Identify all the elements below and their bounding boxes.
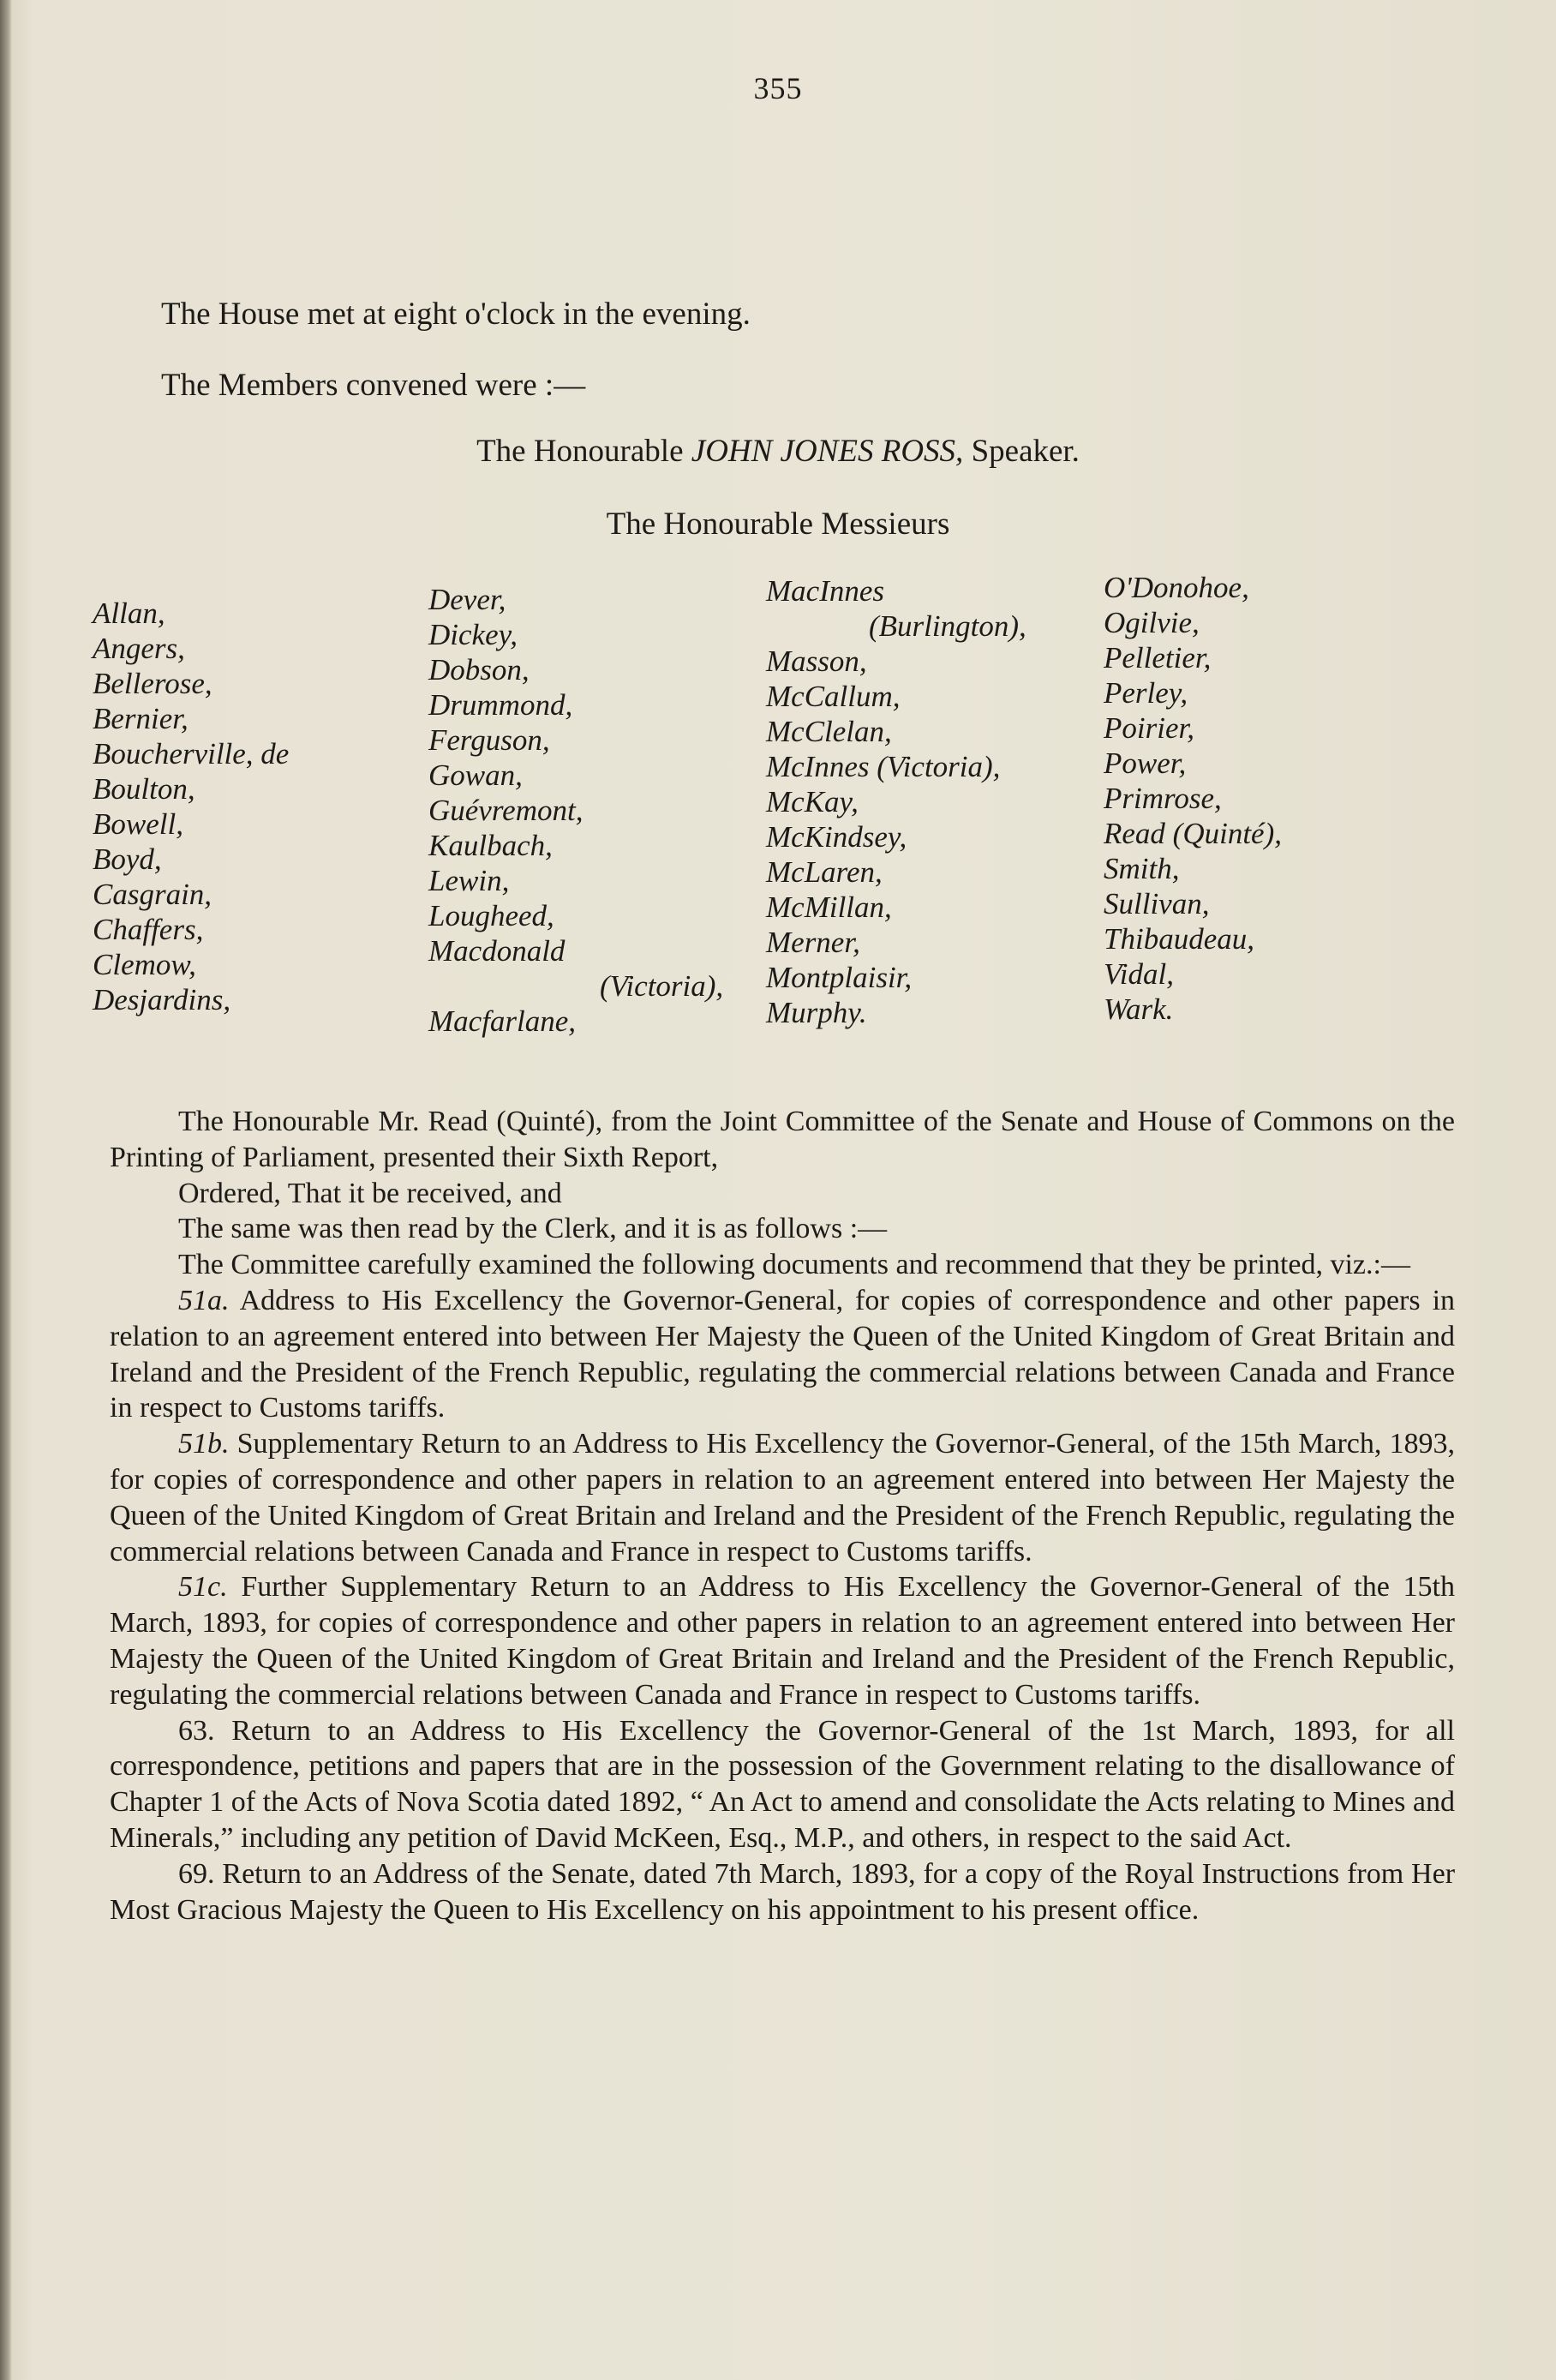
member-name: Thibaudeau, [1104,922,1254,956]
member-name: Boulton, [93,772,195,806]
member-name: Boucherville, de [93,737,290,770]
members-convened-line: The Members convened were :— [161,368,586,403]
member-name: McMillan, [766,890,892,924]
member-name: Masson, [766,644,867,678]
member-name: Power, [1104,746,1187,780]
member-name: Vidal, [1104,957,1174,991]
member-name: McLaren, [766,855,883,889]
messieurs-heading: The Honourable Messieurs [606,507,950,542]
item-number: 63. [178,1714,215,1747]
member-name: Lewin, [428,864,510,897]
member-name: Montplaisir, [766,961,913,994]
member-name: O'Donohoe, [1104,571,1249,604]
member-name: (Burlington), [869,609,1026,643]
member-name: Desjardins, [93,983,231,1016]
member-name: Allan, [93,596,165,630]
member-name: (Victoria), [600,969,724,1003]
member-name: Primrose, [1104,782,1222,815]
item-text: Return to an Address to His Excellency the Governor-General of the 1st March, 1893, for all correspondence, petitions and papers that are in the possession of the Government relating to the disallowance of Chapter 1 of the Acts of Nova Scotia dated 1892, “ An Act to amend and consolidate the Acts relating to Mines and Minerals,” including any petition of David McKeen, Esq., M.P., and others, in respect to the said Act. [110,1714,1455,1854]
member-name: Merner, [766,926,860,959]
speaker-name: JOHN JONES ROSS, [691,434,964,469]
member-name: Bernier, [93,702,189,735]
report-ordered: Ordered, That it be received, and [178,1177,562,1209]
member-name: Smith, [1104,852,1180,885]
member-name: Bowell, [93,807,183,841]
page-number: 355 [753,71,803,105]
report-read: The same was then read by the Clerk, and it is as follows :— [178,1213,888,1245]
members-column-3 [766,573,1026,1030]
report-committee: The Committee carefully examined the following documents and recommend that they be printed, viz.:— [178,1249,1410,1281]
member-name: McKay, [766,785,859,818]
item-number: 69. [178,1857,215,1890]
item-text: Address to His Excellency the Governor-General, for copies of correspondence and other papers in relation to an agreement entered into between Her Majesty the Queen of the United Kingdom of Great Britain and Ireland and the President of the French Republic, regulating the commercial relations between Canada and France in respect to Customs tariffs. [110,1284,1456,1424]
report-item [110,1569,1455,1712]
member-name: Gowan, [428,758,523,792]
member-name: Poirier, [1104,711,1194,745]
report-item [110,1426,1455,1569]
members-column-1 [93,596,289,1017]
member-name: Drummond, [428,688,573,722]
member-name: Dobson, [428,653,530,686]
item-number: 51b. [178,1428,230,1460]
members-list [93,571,1463,1058]
member-name: Ogilvie, [1104,606,1200,639]
report-item [110,1713,1455,1856]
item-number: 51a. [178,1284,230,1316]
member-name: McKindsey, [766,820,907,854]
report-item [110,1856,1455,1928]
member-name: Dever, [428,583,506,616]
member-name: McClelan, [766,715,892,748]
page-binding-edge [0,0,12,2380]
member-name: Macfarlane, [428,1004,577,1038]
report-body [110,1104,1455,1927]
member-name: Clemow, [93,948,196,981]
report-item [110,1283,1455,1426]
speaker-prefix: The Honourable [476,434,684,469]
speaker-line [0,433,1556,470]
member-name: Angers, [93,632,185,665]
member-name: Perley, [1104,676,1188,710]
members-column-4 [1104,570,1282,1027]
member-name: Chaffers, [93,913,204,946]
speaker-suffix: Speaker. [971,434,1080,469]
member-name: Ferguson, [428,723,550,757]
member-name: Guévremont, [428,794,584,827]
report-intro: The Honourable Mr. Read (Quinté), from the Joint Committee of the Senate and House of Commons on the Printing of Parliament, presented their Sixth Report, [110,1106,1455,1173]
item-text: Further Supplementary Return to an Address to His Excellency the Governor-General of the 15th March, 1893, for copies of correspondence and other papers in relation to an agreement entered into between Her Majesty the Queen of the United Kingdom of Great Britain and Ireland and the President of the French Republic, regulating the commercial relations between Canada and France in respect to Customs tariffs. [110,1571,1456,1711]
member-name: MacInnes [766,574,885,608]
opening-line: The House met at eight o'clock in the evening. [161,297,751,332]
member-name: Murphy. [766,996,867,1029]
members-column-2 [428,582,723,1039]
member-name: McCallum, [766,680,901,713]
item-text: Return to an Address of the Senate, dated 7th March, 1893, for a copy of the Royal Instructions from Her Most Gracious Majesty the Queen to His Excellency on his appointment to his present office. [110,1857,1456,1926]
member-name: Sullivan, [1104,887,1210,920]
member-name: McInnes (Victoria), [766,750,1001,783]
member-name: Casgrain, [93,878,212,911]
member-name: Lougheed, [428,899,554,932]
item-text: Supplementary Return to an Address to His Excellency the Governor-General, of the 15th March, 1893, for copies of correspondence and other papers in relation to an agreement entered into between Her Majesty the Queen of the United Kingdom of Great Britain and Ireland and the President of the French Republic, regulating the commercial relations between Canada and France in respect to Customs tariffs. [110,1428,1456,1568]
member-name: Kaulbach, [428,829,553,862]
member-name: Dickey, [428,618,518,651]
member-name: Boyd, [93,842,162,876]
member-name: Bellerose, [93,667,212,700]
item-number: 51c. [178,1571,228,1604]
member-name: Wark. [1104,992,1174,1026]
member-name: Pelletier, [1104,641,1212,674]
member-name: Read (Quinté), [1104,817,1282,850]
member-name: Macdonald [428,934,566,968]
